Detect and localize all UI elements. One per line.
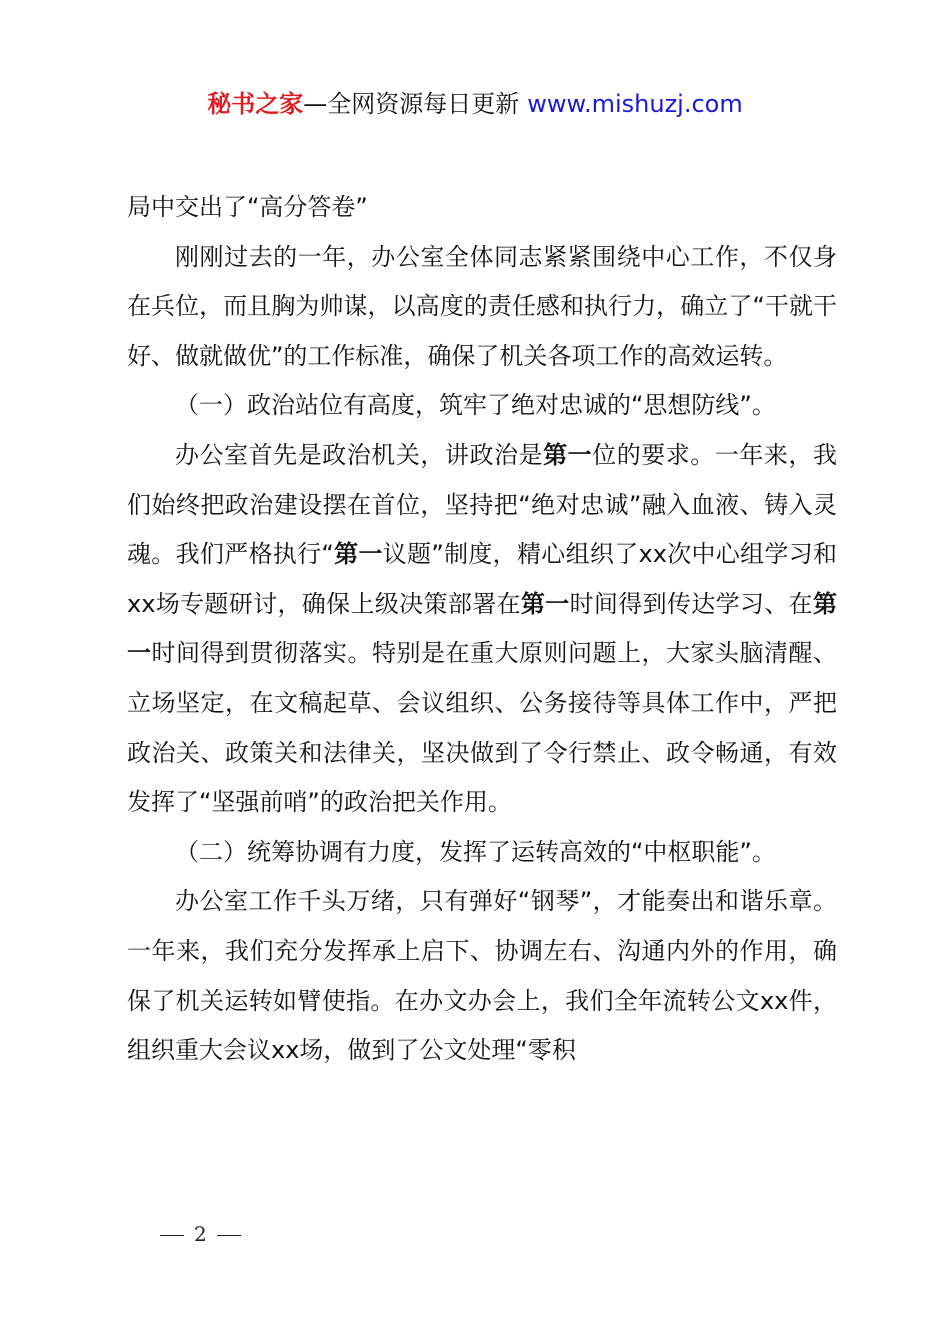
footer-dash-right [217, 1235, 241, 1236]
bold-run: 第一 [543, 440, 593, 469]
text-run: 办公室首先是政治机关，讲政治是 [175, 440, 544, 469]
text-run: 时间得到传达学习、在 [569, 589, 814, 618]
header-tagline: —全网资源每日更新 [303, 90, 520, 118]
page-footer [160, 1222, 241, 1246]
bold-run: 第一 [127, 589, 838, 668]
site-header [0, 86, 950, 122]
text-run: 位的要求。一年来，我们始终把政治建设摆在首位，坚持把“绝对忠诚”融入血液、铸入灵魂。我们严格执行“ [127, 440, 838, 569]
paragraph-coordination: 办公室工作千头万绪，只有弹好“钢琴”，才能奏出和谐乐章。一年来，我们充分发挥承上启下、协调左右、沟通内外的作用，确保了机关运转如臂使指。在办文办会上，我们全年流转公文xx件，组织重大会议xx场，做到了公文处理“零积 [127, 887, 837, 1065]
section-heading-2: （二）统筹协调有力度，发挥了运转高效的“中枢职能”。 [175, 837, 776, 866]
paragraph-intro: 刚刚过去的一年，办公室全体同志紧紧围绕中心工作，不仅身在兵位，而且胸为帅谋，以高度的责任感和执行力，确立了“干就干好、做就做优”的工作标准，确保了机关各项工作的高效运转。 [127, 242, 837, 370]
bold-run: 第一 [333, 540, 383, 569]
footer-dash-left [160, 1235, 184, 1236]
paragraph-continuation: 局中交出了“高分答卷” [127, 193, 368, 221]
document-body [127, 183, 837, 1076]
text-run: 时间得到贯彻落实。特别是在重大原则问题上，大家头脑清醒、立场坚定，在文稿起草、会议组织、公务接待等具体工作中，严把政治关、政策关和法律关，坚决做到了令行禁止、政令畅通，有效发挥了“坚强前哨”的政治把关作用。 [127, 639, 837, 817]
text-run: 议题”制度，精心组织了xx次中心组学习和xx场专题研讨，确保上级决策部署在 [127, 540, 838, 618]
section-heading-1: （一）政治站位有高度，筑牢了绝对忠诚的“思想防线”。 [175, 391, 776, 420]
brand-name: 秘书之家 [207, 90, 304, 118]
page-number: 2 [194, 1222, 207, 1246]
site-url-link[interactable]: www.mishuzj.com [527, 90, 743, 118]
bold-run: 第一 [520, 589, 570, 618]
paragraph-political [127, 431, 837, 828]
